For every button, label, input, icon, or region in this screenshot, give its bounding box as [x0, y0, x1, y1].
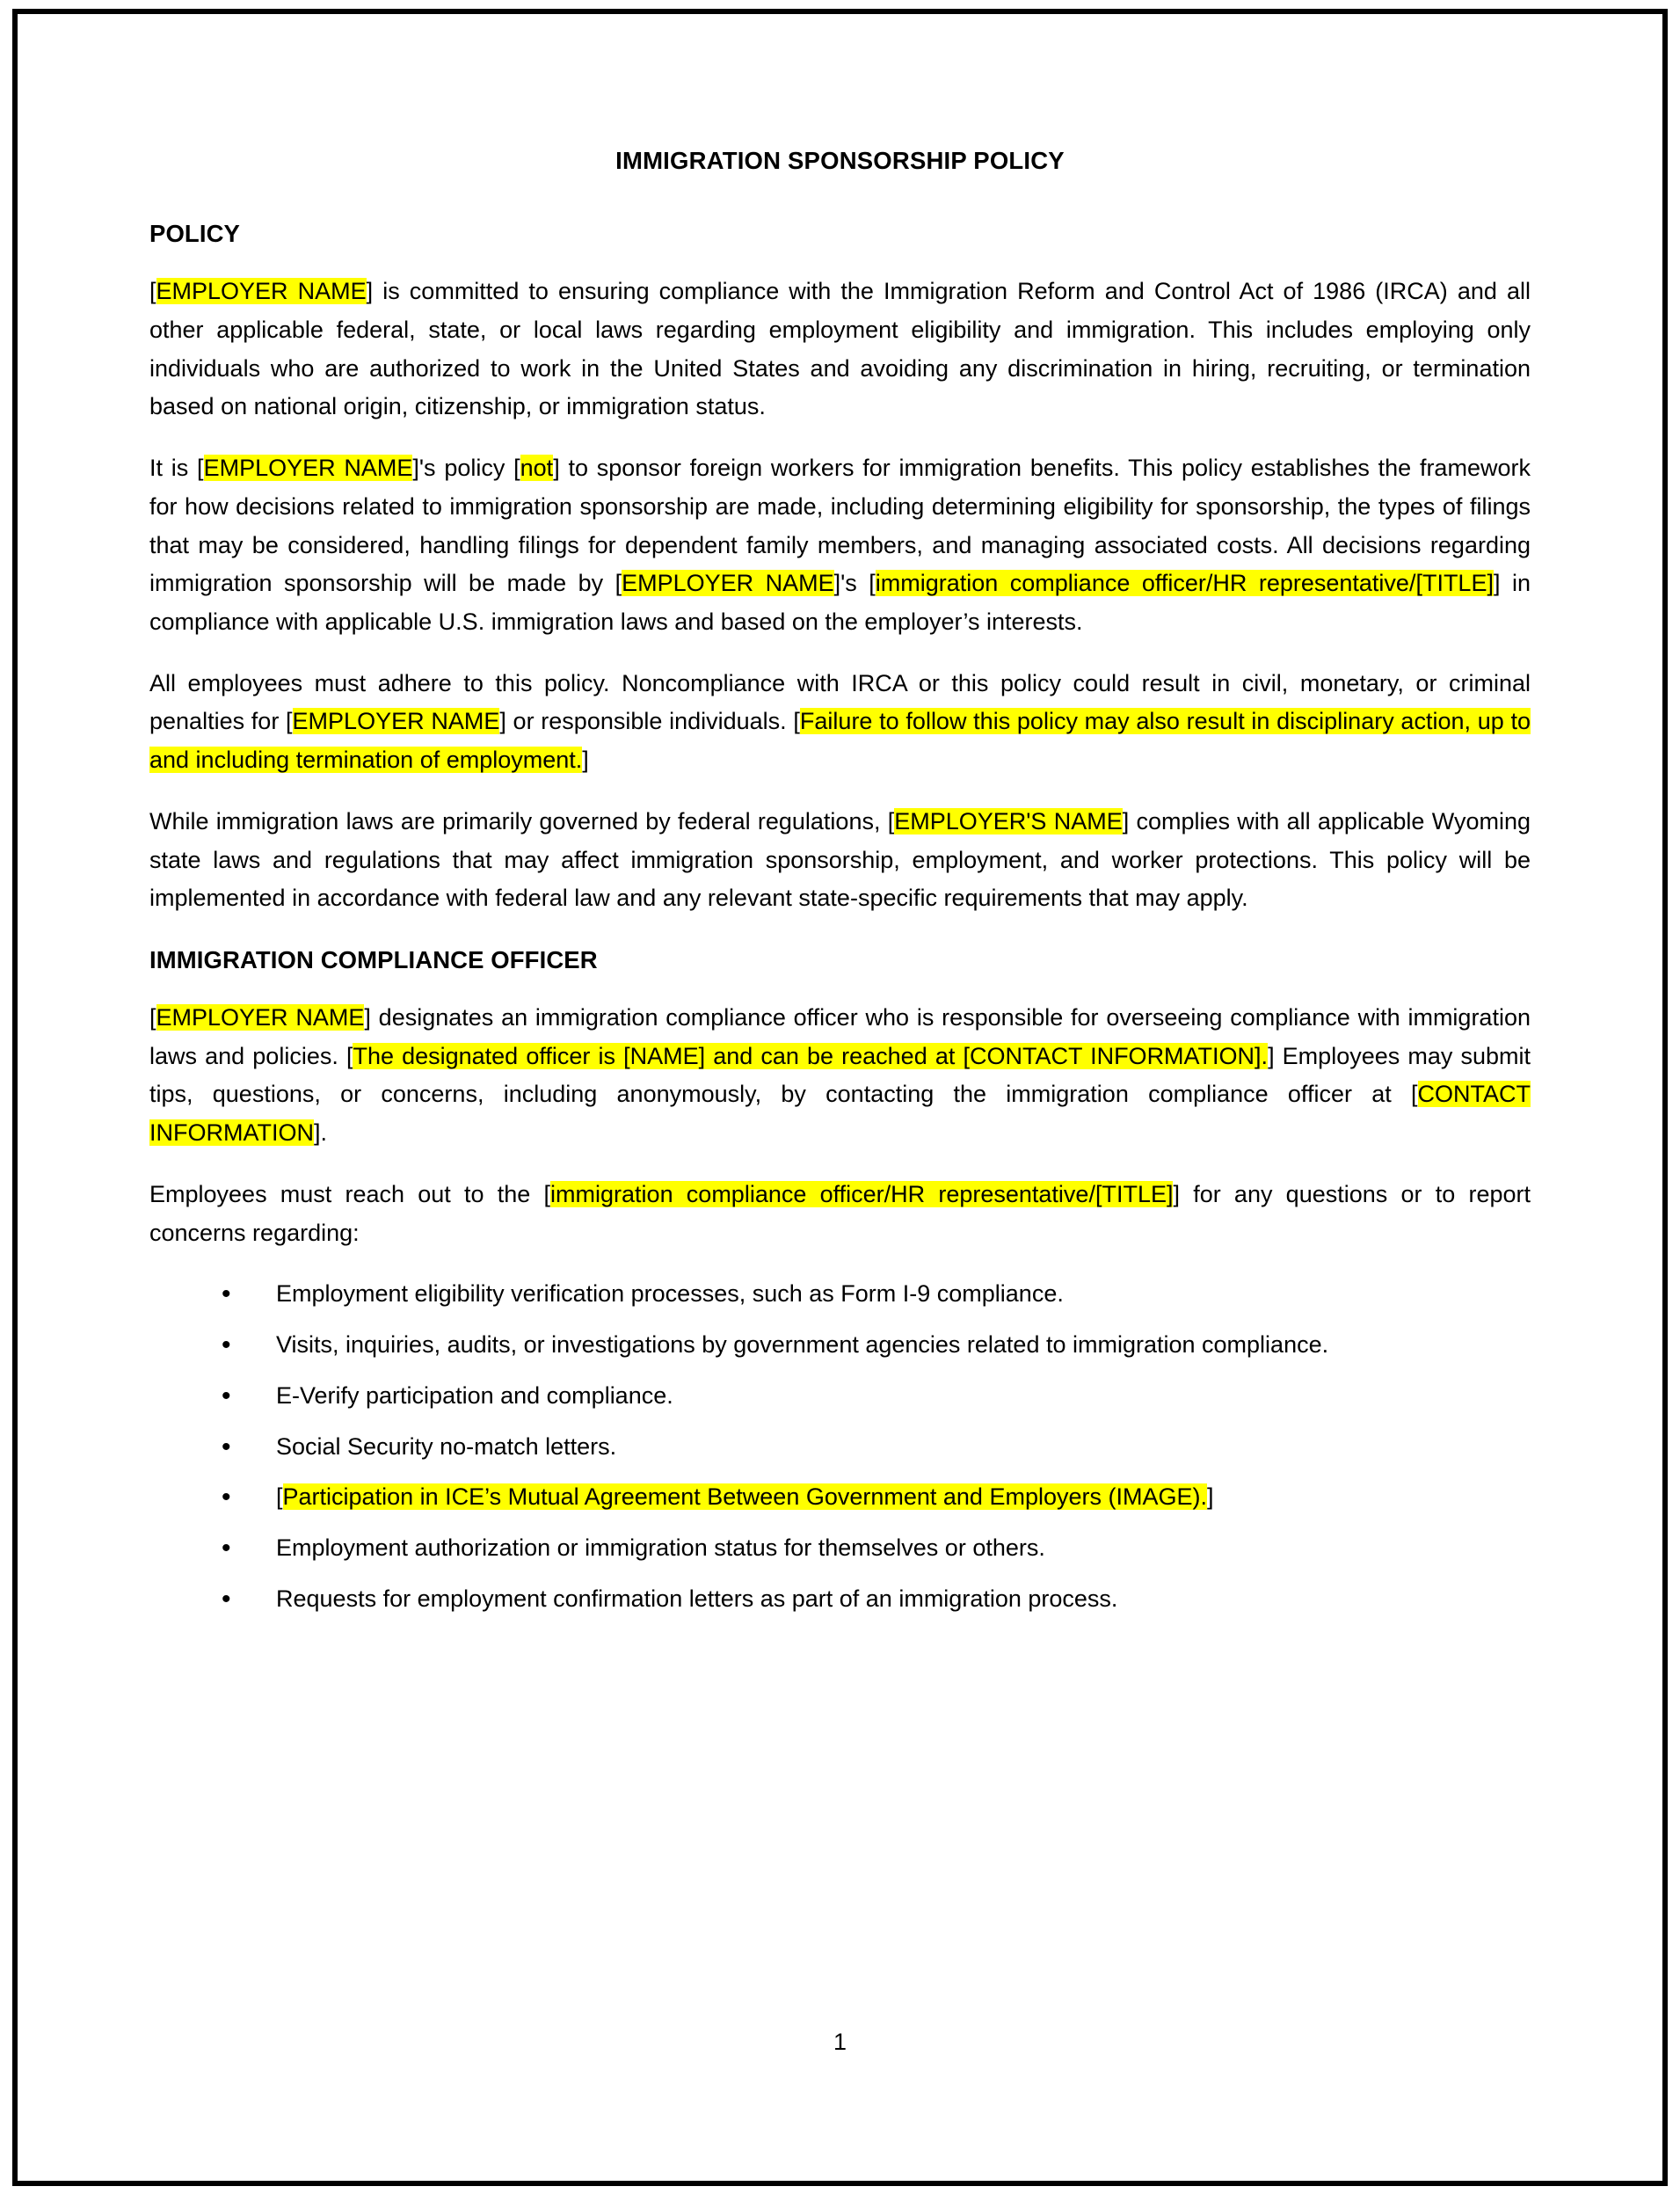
list-item: [222, 1377, 1531, 1416]
plain-text: ] designates an immigration compliance officer who is responsible for overseeing compliance with immigration laws and policies. [: [149, 1003, 1531, 1069]
plain-text: ]: [1207, 1483, 1214, 1511]
plain-text: Social Security no-match letters.: [276, 1432, 617, 1460]
highlighted-text: not: [520, 455, 554, 482]
plain-text: All employees must adhere to this policy. Noncompliance with IRCA or this policy could result in civil, monetary, or criminal penalties for [: [149, 669, 1531, 735]
plain-text: E-Verify participation and compliance.: [276, 1381, 673, 1409]
plain-text: ]: [582, 747, 589, 774]
page-title: IMMIGRATION SPONSORSHIP POLICY: [615, 147, 1065, 174]
plain-text: Employees must reach out to the [: [149, 1180, 551, 1207]
plain-text: ] or responsible individuals. [: [499, 708, 800, 735]
plain-text: [: [149, 278, 156, 305]
plain-text: [: [276, 1483, 283, 1511]
list-item: [222, 1275, 1531, 1314]
paragraph-sponsorship-framework: [149, 449, 1531, 642]
list-item: [222, 1478, 1531, 1517]
plain-text: ]'s policy [: [412, 455, 520, 482]
plain-text: Employment authorization or immigration status for themselves or others.: [276, 1534, 1045, 1561]
plain-text: ] Employees may submit tips, questions, or concerns, including anonymously, by contacting the immigration compliance officer at [: [149, 1042, 1531, 1108]
list-item: [222, 1428, 1531, 1467]
plain-text: ] to sponsor foreign workers for immigration benefits. This policy establishes the framework for how decisions related to immigration sponsorship are made, including determining eligibility for sponsorship, the types of filings that may be considered, handling filings for dependent family members, and managing associated costs. All decisions regarding immigration sponsorship will be made by [: [149, 455, 1531, 597]
highlighted-text: EMPLOYER NAME: [622, 570, 834, 597]
document-page: [12, 9, 1668, 2186]
paragraph-policy-commitment: [149, 273, 1531, 426]
paragraph-noncompliance-penalties: [149, 665, 1531, 780]
highlighted-text: CONTACT INFORMATION: [149, 1081, 1531, 1147]
highlighted-text: EMPLOYER NAME: [203, 455, 413, 482]
plain-text: Visits, inquiries, audits, or investigations by government agencies related to immigration compliance.: [276, 1331, 1329, 1359]
section-heading-policy: POLICY: [149, 220, 240, 248]
plain-text: ] in compliance with applicable U.S. immigration laws and based on the employer’s interests.: [149, 570, 1531, 635]
highlighted-text: Failure to follow this policy may also result in disciplinary action, up to and including termination of employment.: [149, 708, 1531, 774]
plain-text: Requests for employment confirmation letters as part of an immigration process.: [276, 1585, 1118, 1612]
plain-text: Employment eligibility verification processes, such as Form I-9 compliance.: [276, 1280, 1064, 1308]
highlighted-text: The designated officer is [NAME] and can be reached at [CONTACT INFORMATION].: [353, 1042, 1269, 1069]
plain-text: [: [149, 1003, 156, 1031]
paragraph-reach-out: [149, 1176, 1531, 1252]
page-number: 1: [833, 2029, 847, 2055]
plain-text: ] for any questions or to report concerns regarding:: [149, 1180, 1531, 1246]
highlighted-text: EMPLOYER NAME: [156, 1003, 365, 1031]
list-item: [222, 1580, 1531, 1619]
paragraph-state-law: [149, 803, 1531, 918]
plain-text: While immigration laws are primarily governed by federal regulations, [: [149, 807, 895, 834]
highlighted-text: EMPLOYER NAME: [156, 278, 367, 305]
highlighted-text: EMPLOYER'S NAME: [894, 807, 1123, 834]
highlighted-text: Participation in ICE’s Mutual Agreement Between Government and Employers (IMAGE).: [282, 1483, 1207, 1511]
plain-text: ]'s [: [833, 570, 876, 597]
plain-text: It is [: [149, 455, 204, 482]
plain-text: ].: [313, 1119, 327, 1147]
highlighted-text: EMPLOYER NAME: [292, 708, 500, 735]
highlighted-text: immigration compliance officer/HR representative/[TITLE]: [875, 570, 1494, 597]
highlighted-text: immigration compliance officer/HR representative/[TITLE]: [550, 1180, 1174, 1207]
paragraph-designated-officer: [149, 999, 1531, 1153]
list-item: [222, 1326, 1531, 1365]
section-heading-immigration-compliance-officer: IMMIGRATION COMPLIANCE OFFICER: [149, 946, 598, 974]
plain-text: ] complies with all applicable Wyoming state laws and regulations that may affect immigration sponsorship, employment, and worker protections. This policy will be implemented in accordance with federal law and any relevant state-specific requirements that may apply.: [149, 807, 1531, 912]
list-item: [222, 1529, 1531, 1568]
page-content: [18, 14, 1662, 2181]
plain-text: ] is committed to ensuring compliance with the Immigration Reform and Control Act of 1986 (IRCA) and all other applicable federal, state, or local laws regarding employment eligibility and immigration. This includes employing only individuals who are authorized to work in the United States and avoiding any discrimination in hiring, recruiting, or termination based on national origin, citizenship, or immigration status.: [149, 278, 1531, 420]
compliance-topics-list: [149, 1275, 1531, 1618]
